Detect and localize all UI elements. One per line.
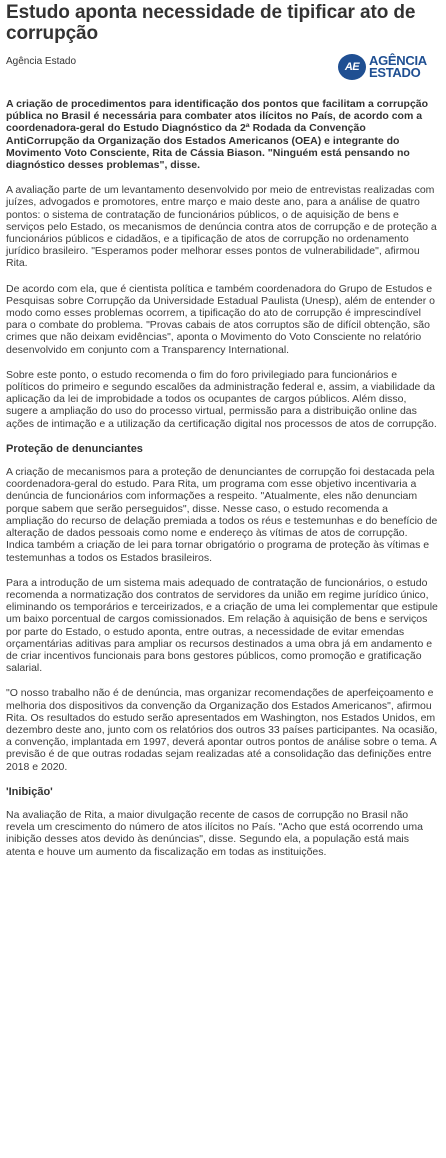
section-heading-protecao: Proteção de denunciantes	[6, 442, 143, 455]
lead-paragraph: A criação de procedimentos para identificação dos pontos que facilitam a corrupção pública no Brasil é necessária para combater atos ilícitos no País, de acordo com a coordenadora-geral do Estudo Diagnóstico da 2ª Rodada da Convenção AntiCorrupção da Organização dos Estados Americanos (OEA) e integrante do Movimento Voto Consciente, Rita de Cássia Biason. "Ninguém está pensando no diagnóstico desses problemas", disse.	[6, 98, 429, 172]
ae-logo-icon: AE	[338, 54, 366, 80]
section-heading-inibicao: 'Inibição'	[6, 785, 53, 798]
paragraph-4: A criação de mecanismos para a proteção de denunciantes de corrupção foi destacada pela coordenadora-geral do estudo. Para Rita, um programa com esse objetivo incentivaria a denúncia de funcionários com informações a respeito. "Atualmente, eles não denunciam porque sabem que serão perseguidos", disse. Nesse caso, o estudo recomenda a ampliação do recurso de delação premiada a todos os réus e testemunhas e do benefício de alteração de dados pessoais como nome e endereço às vítimas de atos de corrupção. Indica também a criação de lei para tornar obrigatório o programa de proteção às vítimas e testemunhas a todos os Estados brasileiros.	[6, 466, 438, 564]
paragraph-3: Sobre este ponto, o estudo recomenda o fim do foro privilegiado para funcionários e políticos do primeiro e segundo escalões da administração federal e, assim, a viabilidade da aplicação da lei de improbidade a todos os ocupantes de cargos públicos. Além disso, sugere a ampliação do uso do processo virtual, permissão para a distribuição online das ações de intimação e a utilização da certificação digital nos processos de atos de corrupção.	[6, 368, 437, 430]
paragraph-5: Para a introdução de um sistema mais adequado de contratação de funcionários, o estudo recomenda a normatização dos contratos de servidores da união em regime jurídico único, eliminando os temporários e terceirizados, e a criação de uma lei complementar que estipule um baixo porcentual de cargos comissionados. Em relação à aquisição de bens e serviços por parte do Estado, o estudo aponta, entre outras, a necessidade de evitar emendas orçamentárias aditivas para ampliar os recursos destinados a uma obra já em andamento e de criar incentivos funcionais para bons gestores públicos, como promoção e gratificação salarial.	[6, 576, 438, 675]
logo-line-1: AGÊNCIA	[369, 53, 427, 68]
agencia-estado-logo	[338, 52, 442, 82]
paragraph-6: "O nosso trabalho não é de denúncia, mas organizar recomendações de aperfeiçoamento e melhoria dos dispositivos da convenção da Organização dos Estados Americanos", afirmou Rita. Os resultados do estudo serão apresentados em Washington, nos Estados Unidos, em dezembro deste ano, junto com os relatórios dos outros 33 países participantes. Na ocasião, a convenção, implantada em 1997, deverá apontar outros pontos de análise sobre o tema. A previsão é de que outras rodadas sejam realizadas até a consolidação das definições entre 2018 e 2020.	[6, 687, 438, 773]
paragraph-7: Na avaliação de Rita, a maior divulgação recente de casos de corrupção no Brasil não revela um crescimento do número de atos ilícitos no País. "Acho que está ocorrendo uma inibição desses atos devido às denúncias", disse. Segundo ela, a população está mais atenta e houve um aumento da fiscalização em todas as instituições.	[6, 808, 423, 858]
logo-wordmark	[369, 55, 427, 79]
paragraph-1: A avaliação parte de um levantamento desenvolvido por meio de entrevistas realizadas com juízes, advogados e promotores, entre março e maio deste ano, para a análise de quatro pontos: o sistema de contratação de funcionários públicos, o de aquisição de bens e serviços pelo Estado, os mecanismos de denúncia contra atos de corrupção e de proteção a funcionários públicos e cidadãos, e a tipificação de atos de corrupção no ordenamento jurídico brasileiro. "Esperamos poder melhorar esses pontos de vulnerabilidade", afirmou Rita.	[6, 184, 437, 270]
logo-line-2: ESTADO	[369, 65, 421, 80]
article-source: Agência Estado	[6, 56, 77, 67]
article-title: Estudo aponta necessidade de tipificar ato de corrupção	[6, 2, 416, 44]
article-body	[6, 98, 438, 871]
paragraph-2: De acordo com ela, que é cientista política e também coordenadora do Grupo de Estudos e Pesquisas sobre Corrupção da Universidade Estadual Paulista (Unesp), além de entender o modo como esses problemas ocorrem, a tipificação do ato de corrupção é imprescindível para o combate do problema. "Provas cabais de atos corruptos são de difícil obtenção, são crimes que não deixam evidências", aponta o Movimento do Voto Consciente no relatório desenvolvido em conjunto com a Transparency International.	[6, 282, 435, 356]
